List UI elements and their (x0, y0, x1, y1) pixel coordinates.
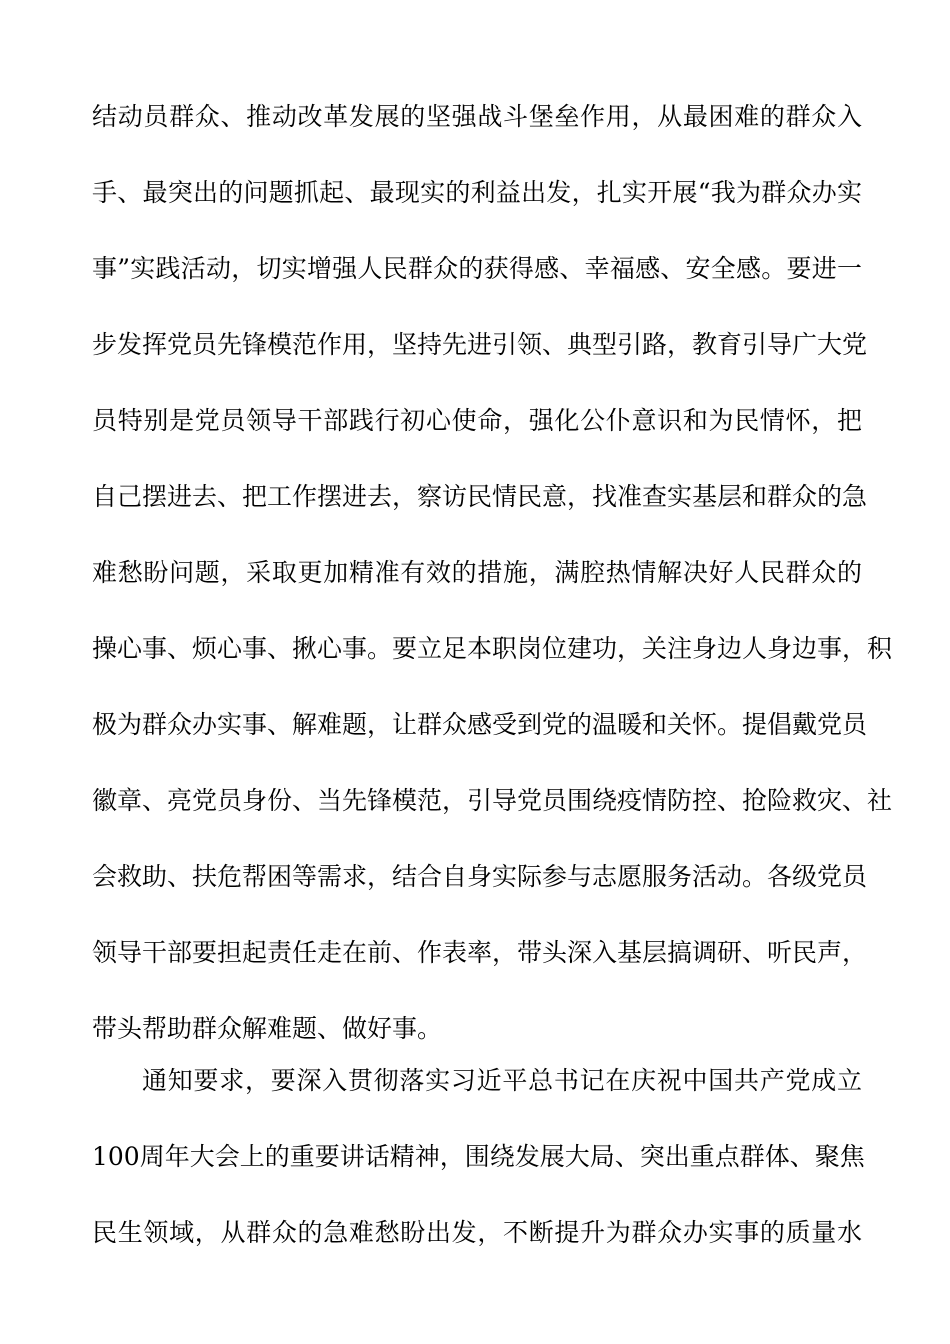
paragraph-line: 自己摆进去、把工作摆进去，察访民情民意，找准查实基层和群众的急 (92, 482, 868, 511)
paragraph-line: 100周年大会上的重要讲话精神，围绕发展大局、突出重点群体、聚焦 (92, 1142, 865, 1171)
paragraph-line: 事”实践活动，切实增强人民群众的获得感、幸福感、安全感。要进一 (92, 254, 862, 283)
paragraph-line: 手、最突出的问题抓起、最现实的利益出发，扎实开展“我为群众办实 (92, 178, 862, 207)
paragraph-line: 极为群众办实事、解难题，让群众感受到党的温暖和关怀。提倡戴党员 (92, 710, 868, 739)
paragraph-line: 领导干部要担起责任走在前、作表率，带头深入基层搞调研、听民声， (92, 938, 868, 967)
paragraph-line: 操心事、烦心事、揪心事。要立足本职岗位建功，关注身边人身边事，积 (92, 634, 893, 663)
paragraph-line: 会救助、扶危帮困等需求，结合自身实际参与志愿服务活动。各级党员 (92, 862, 868, 891)
paragraph-line: 民生领域，从群众的急难愁盼出发，不断提升为群众办实事的质量水 (92, 1218, 862, 1247)
paragraph-line: 步发挥党员先锋模范作用，坚持先进引领、典型引路，教育引导广大党 (92, 330, 868, 359)
paragraph-first-line: 通知要求，要深入贯彻落实习近平总书记在庆祝中国共产党成立 (142, 1066, 862, 1095)
paragraph-line: 徽章、亮党员身份、当先锋模范，引导党员围绕疫情防控、抢险救灾、社 (92, 786, 893, 815)
paragraph-line: 结动员群众、推动改革发展的坚强战斗堡垒作用，从最困难的群众入 (92, 102, 862, 131)
paragraph-line: 员特别是党员领导干部践行初心使命，强化公仆意识和为民情怀，把 (92, 406, 862, 435)
paragraph-line: 难愁盼问题，采取更加精准有效的措施，满腔热情解决好人民群众的 (92, 558, 862, 587)
paragraph-end-line: 带头帮助群众解难题、做好事。 (92, 1014, 443, 1043)
